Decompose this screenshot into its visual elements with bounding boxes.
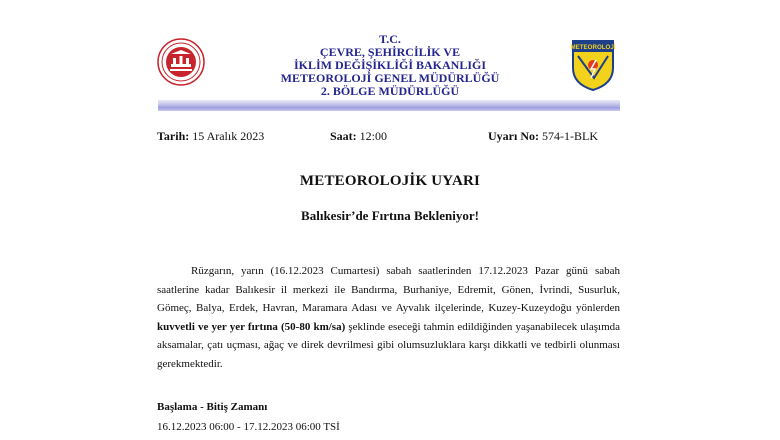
org-line: İKLİM DEĞİŞİKLİĞİ BAKANLIĞI (293, 58, 487, 72)
paragraph-text-part2: şeklinde eseceği tahmin edildiğinden yaşanabilecek ulaşımda aksamalar, çatı uçması, ağaç ve direk devrilmesi gibi olumsuzluklara karşı dikkatli ve tedbirli olunması gerekmektedir. (157, 320, 621, 370)
warning-number-label: Uyarı No: (488, 129, 539, 143)
org-line: ÇEVRE, ŞEHİRCİLİK VE (319, 45, 461, 59)
time-range-value: 16.12.2023 06:00 - 17.12.2023 06:00 TSİ (157, 421, 340, 433)
warning-number-field (488, 129, 598, 144)
warning-number-value: 574-1-BLK (542, 129, 598, 143)
time-range-heading: Başlama - Bitiş Zamanı (157, 401, 268, 413)
meteorology-logo-icon (570, 38, 616, 92)
org-line: 2. BÖLGE MÜDÜRLÜĞÜ (320, 84, 460, 98)
org-line: METEOROLOJİ GENEL MÜDÜRLÜĞÜ (280, 71, 500, 85)
paragraph-text-part1: Rüzgarın, yarın (16.12.2023 Cumartesi) sabah saatlerinden 17.12.2023 Pazar günü sabah saatlerine kadar Balıkesir il merkezi ile Bandırma, Burhaniye, Edremit, Gönen, İvrindi, Susurluk, Gömeç, Balya, Erdek, Havran, Maramara Adası ve Ayvalık ilçelerinde, Kuzey-Kuzeydoğu yönlerden (157, 265, 620, 314)
org-line: T.C. (379, 32, 401, 46)
header-divider (158, 100, 620, 111)
meteorology-logo-text: METEOROLOJİ (570, 44, 616, 51)
paragraph-bold-text: kuvvetli ve yer yer fırtına (50-80 km/sa) (157, 320, 346, 333)
date-field (157, 129, 264, 144)
document-header (0, 0, 780, 100)
ministry-logo-icon (157, 38, 205, 86)
organization-name (240, 33, 540, 98)
date-value: 15 Aralık 2023 (192, 129, 265, 143)
time-field (330, 129, 387, 144)
warning-paragraph (157, 262, 620, 373)
date-label: Tarih: (157, 129, 190, 143)
time-value: 12:00 (359, 129, 388, 143)
time-label: Saat: (330, 129, 357, 143)
document-title: METEOROLOJİK UYARI (299, 173, 481, 189)
document-subtitle: Balıkesir’de Fırtına Bekleniyor! (301, 208, 479, 223)
